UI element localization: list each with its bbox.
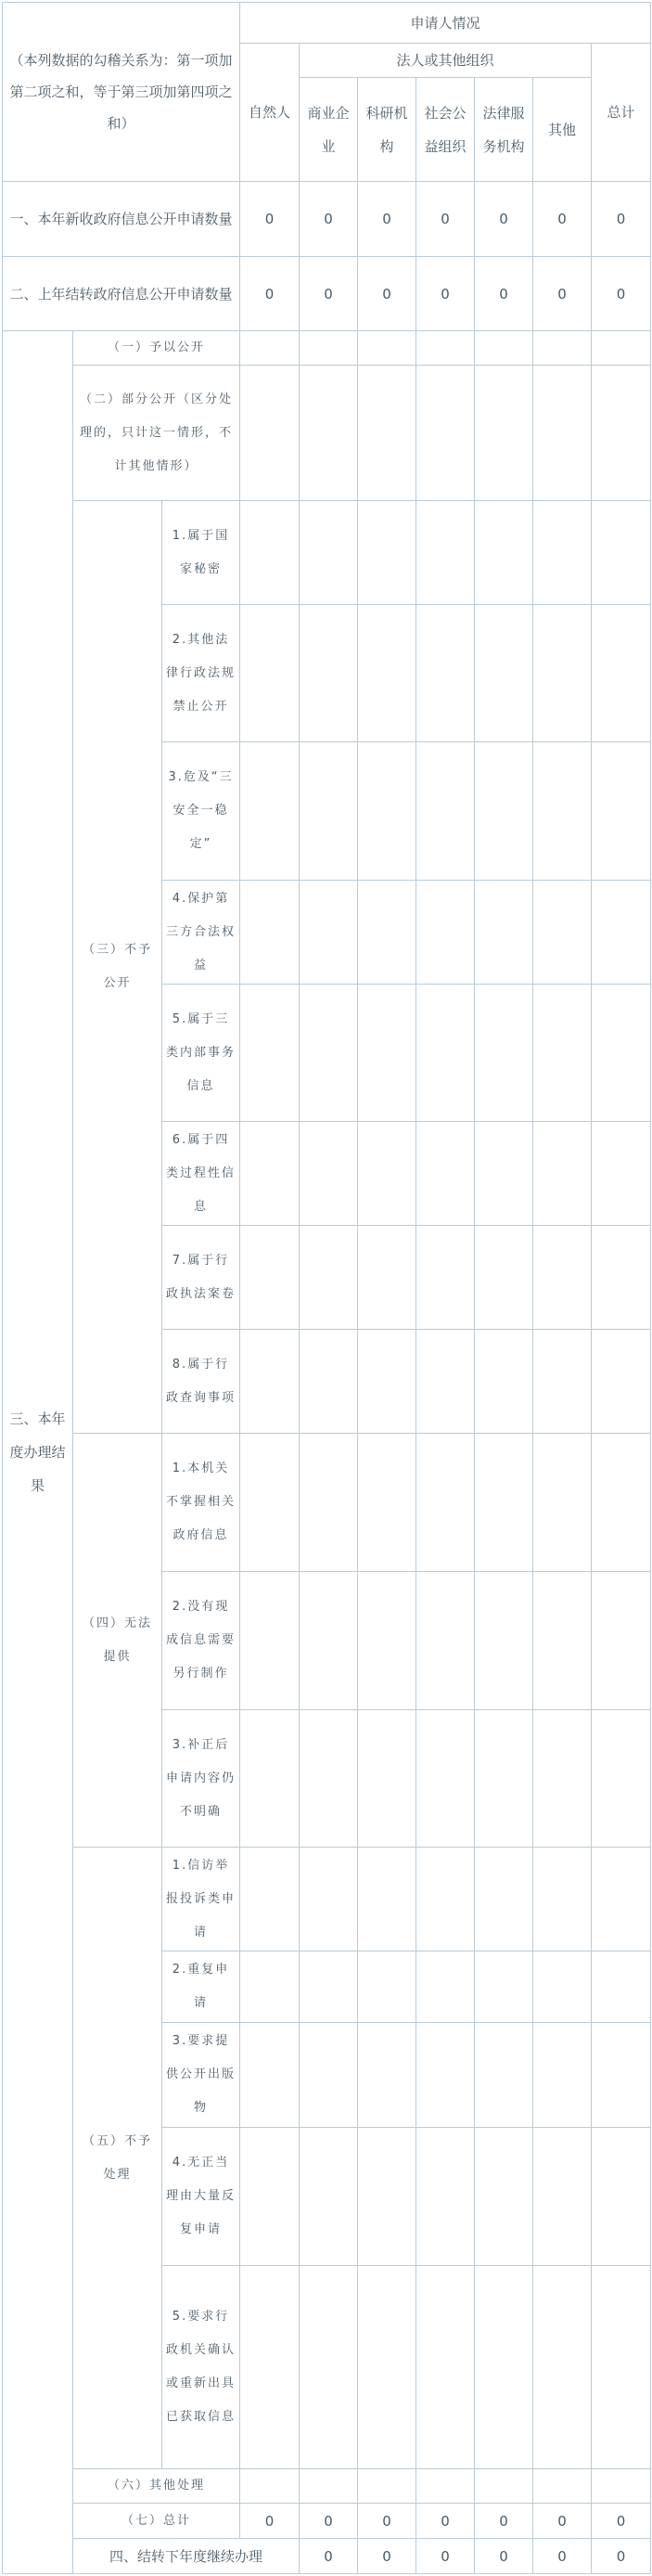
value-cell: 0: [416, 2504, 475, 2539]
value-cell: 0: [416, 2539, 475, 2574]
value-cell: 0: [240, 182, 300, 257]
value-cell: 0: [240, 257, 300, 331]
applicant-header: 申请人情况: [240, 3, 651, 44]
value-cell: 0: [533, 182, 592, 257]
value-cell: 0: [533, 2504, 592, 2539]
row-label: 1.属于国家秘密: [162, 501, 240, 605]
value-cell: 0: [592, 2539, 651, 2574]
value-cell: 0: [300, 2539, 358, 2574]
value-cell: 0: [358, 2504, 416, 2539]
row-label: 四、结转下年度继续办理: [73, 2539, 300, 2574]
row-label: 5.属于三类内部事务信息: [162, 985, 240, 1122]
table-row: [3, 182, 651, 257]
row-label: 7.属于行政执法案卷: [162, 1226, 240, 1330]
statistics-table: [2, 2, 651, 2574]
row-label: 8.属于行政查询事项: [162, 1330, 240, 1434]
row-label: 2.没有现成信息需要另行制作: [162, 1572, 240, 1710]
public-welfare-header: 社会公益组织: [416, 78, 475, 182]
value-cell: 0: [240, 2504, 300, 2539]
value-cell: 0: [300, 257, 358, 331]
row-label: 一、本年新收政府信息公开申请数量: [3, 182, 240, 257]
row-label: 3.补正后申请内容仍不明确: [162, 1710, 240, 1848]
value-cell: 0: [475, 182, 533, 257]
value-cell: 0: [300, 2504, 358, 2539]
table-row: [3, 2539, 651, 2574]
row-label: 1.信访举报投诉类申请: [162, 1848, 240, 1951]
row-label: （一）予以公开: [73, 331, 240, 366]
value-cell: 0: [358, 257, 416, 331]
value-cell: 0: [358, 2539, 416, 2574]
row-label: 5.要求行政机关确认或重新出具已获取信息: [162, 2266, 240, 2469]
row-label: （六）其他处理: [73, 2469, 240, 2504]
header-row: [3, 3, 651, 44]
table-row: [3, 2469, 651, 2504]
table-row: [3, 257, 651, 331]
legal-org-header: 法人或其他组织: [300, 44, 592, 78]
value-cell: 0: [592, 2504, 651, 2539]
value-cell: 0: [533, 257, 592, 331]
value-cell: 0: [358, 182, 416, 257]
value-cell: 0: [475, 2504, 533, 2539]
row-label: （七）总计: [73, 2504, 240, 2539]
row-label: 二、上年结转政府信息公开申请数量: [3, 257, 240, 331]
row-label: 1.本机关不掌握相关政府信息: [162, 1434, 240, 1572]
table-row: [3, 1848, 651, 1951]
deny-label: （三）不予公开: [73, 501, 162, 1434]
note-cell: （本列数据的勾稽关系为：第一项加第二项之和，等于第三项加第四项之和）: [3, 3, 240, 182]
other-header: 其他: [533, 78, 592, 182]
table-row: [3, 366, 651, 501]
legal-service-header: 法律服务机构: [475, 78, 533, 182]
row-label: 4.无正当理由大量反复申请: [162, 2128, 240, 2266]
value-cell: 0: [416, 182, 475, 257]
row-label: （二）部分公开（区分处理的，只计这一情形，不计其他情形）: [73, 366, 240, 501]
table-row: [3, 331, 651, 366]
results-label: 三、本年度办理结果: [3, 331, 73, 2574]
business-header: 商业企业: [300, 78, 358, 182]
total-header: 总计: [592, 44, 651, 182]
row-label: 2.其他法律行政法规禁止公开: [162, 605, 240, 742]
value-cell: 0: [300, 182, 358, 257]
row-label: 3.危及“三安全一稳定”: [162, 742, 240, 881]
unable-label: （四）无法提供: [73, 1434, 162, 1848]
natural-person-header: 自然人: [240, 44, 300, 182]
value-cell: 0: [592, 182, 651, 257]
table-row: [3, 1434, 651, 1572]
table-row: [3, 501, 651, 605]
value-cell: 0: [475, 2539, 533, 2574]
research-header: 科研机构: [358, 78, 416, 182]
value-cell: 0: [416, 257, 475, 331]
noproc-label: （五）不予处理: [73, 1848, 162, 2469]
value-cell: 0: [592, 257, 651, 331]
value-cell: 0: [475, 257, 533, 331]
row-label: 3.要求提供公开出版物: [162, 2023, 240, 2128]
row-label: 6.属于四类过程性信息: [162, 1122, 240, 1226]
row-label: 2.重复申请: [162, 1951, 240, 2023]
row-label: 4.保护第三方合法权益: [162, 881, 240, 985]
value-cell: 0: [533, 2539, 592, 2574]
table-row: [3, 2504, 651, 2539]
